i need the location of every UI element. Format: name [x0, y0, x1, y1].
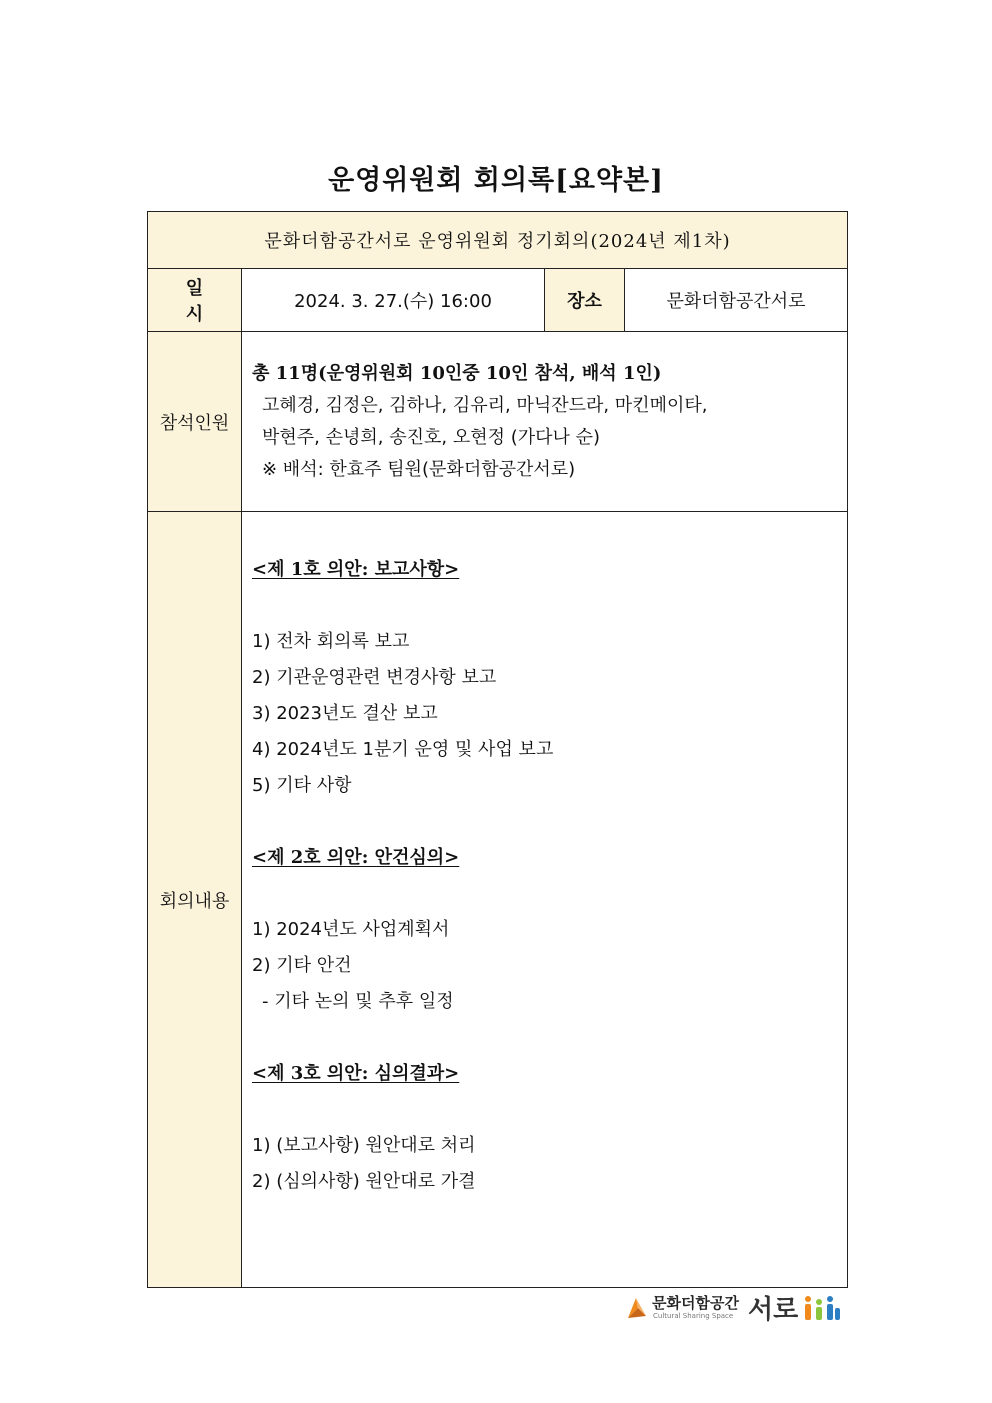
agenda-subitem: - 기타 논의 및 추후 일정 [262, 991, 454, 1012]
agenda-item: 1) 2024년도 사업계획서 [252, 919, 450, 940]
place-label: 장소 [545, 269, 625, 332]
agenda-item: 3) 2023년도 결산 보고 [252, 703, 438, 724]
organization-logo [626, 1290, 846, 1326]
attendees-line: 고혜경, 김정은, 김하나, 김유리, 마닉잔드라, 마킨메이타, [262, 394, 708, 416]
content-cell [242, 512, 848, 1288]
agenda-heading: <제 2호 의안: 안건심의> [252, 847, 460, 868]
logo-mark-icon [626, 1296, 648, 1320]
attendees-summary: 총 11명(운영위원회 10인중 10인 참석, 배석 1인) [252, 362, 662, 384]
place-value: 문화더함공간서로 [625, 269, 848, 332]
agenda-item: 2) 기타 안건 [252, 955, 352, 976]
agenda-item: 2) 기관운영관련 변경사항 보고 [252, 667, 497, 688]
agenda-item: 4) 2024년도 1분기 운영 및 사업 보고 [252, 739, 554, 760]
agenda-item: 2) (심의사항) 원안대로 가결 [252, 1171, 476, 1192]
attendees-note: ※ 배석: 한효주 팀원(문화더함공간서로) [262, 458, 576, 480]
attendees-cell [242, 332, 848, 512]
meeting-title: 문화더함공간서로 운영위원회 정기회의(2024년 제1차) [148, 212, 848, 269]
datetime-value: 2024. 3. 27.(수) 16:00 [242, 269, 545, 332]
minutes-table [147, 211, 848, 1288]
agenda-heading: <제 1호 의안: 보고사항> [252, 559, 460, 580]
logo-sub-text: Cultural Sharing Space [653, 1312, 734, 1320]
agenda-item: 5) 기타 사항 [252, 775, 352, 796]
datetime-label: 일 시 [148, 269, 242, 332]
logo-name-text: 서로 [748, 1295, 799, 1325]
attendees-label: 참석인원 [148, 332, 242, 512]
logo-figures-icon [802, 1294, 842, 1322]
agenda-item: 1) 전차 회의록 보고 [252, 631, 410, 652]
agenda-item: 1) (보고사항) 원안대로 처리 [252, 1135, 476, 1156]
content-label: 회의내용 [148, 512, 242, 1288]
logo-main-text: 문화더함공간 [652, 1294, 739, 1312]
agenda-heading: <제 3호 의안: 심의결과> [252, 1063, 460, 1084]
attendees-line: 박현주, 손녕희, 송진호, 오현정 (가다나 순) [262, 426, 601, 448]
document-title: 운영위원회 회의록[요약본] [328, 165, 664, 196]
